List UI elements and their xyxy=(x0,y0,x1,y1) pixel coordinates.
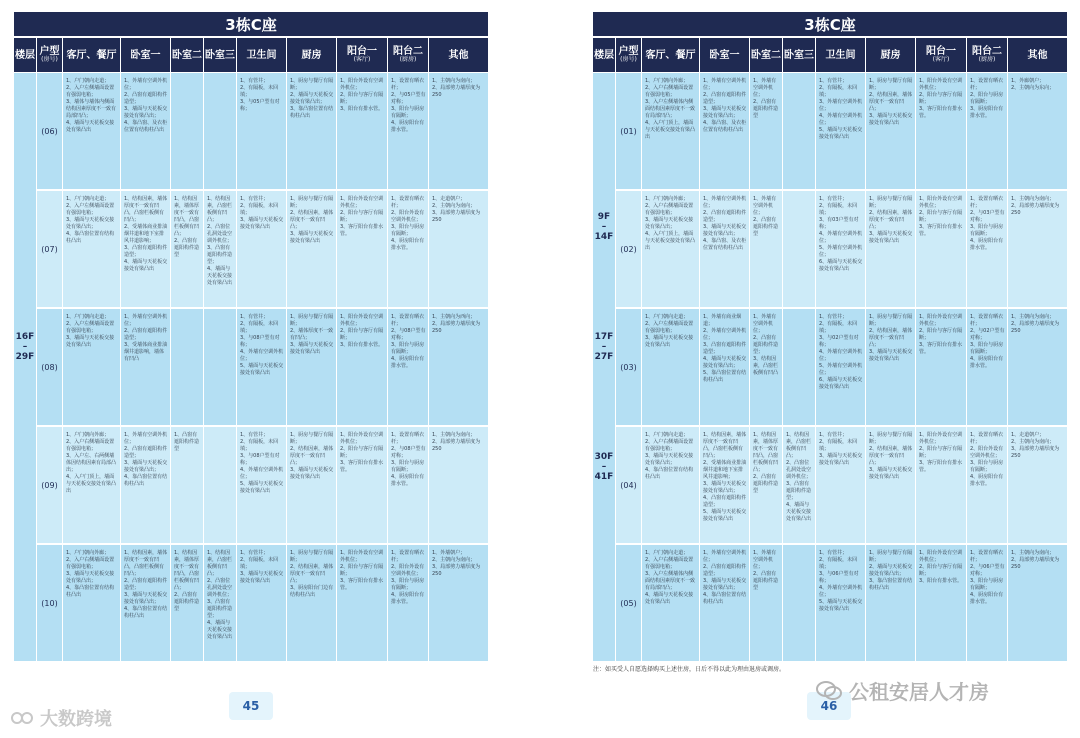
column-header-sublabel: (厨房) xyxy=(978,56,996,64)
table-cell: 1、户门朝向外廊； 2、入户右侧墙面设置有强弱电箱； 3、墙面与天花板交接处有梁凸出； 4、靠凸窗位置有结构柱凸出 xyxy=(62,545,120,661)
column-header xyxy=(593,38,615,72)
table-cell: 1、凸窗有遮阳构件造型 xyxy=(170,427,203,543)
table-cell: 1、户门朝向走道； 2、入户右侧墙面设置有强弱电箱； 3、墙面与天花板交接处有梁凸出； 4、靠凸窗位置有结构柱凸出 xyxy=(641,427,699,543)
column-header-label: 客厅、餐厅 xyxy=(66,49,117,61)
watermark-right xyxy=(815,676,989,705)
column-header xyxy=(36,38,62,72)
table-cell: 1、设置有晒衣杆； 2、与08户型有对称； 3、阳台与厨房有隔断； 4、厨房阳台有排水管。 xyxy=(387,309,428,425)
floor-range-label: 16F – 29F xyxy=(15,332,35,362)
watermark-left xyxy=(10,705,112,731)
table-cell: 1、设置有晒衣杆； 2、与08户型有对称； 3、阳台与厨房有隔断； 4、厨房阳台有排水管。 xyxy=(387,427,428,543)
column-header-label: 卫生间 xyxy=(825,49,856,61)
unit-number: (02) xyxy=(615,191,641,307)
watermark-text: 公租安居人才房 xyxy=(849,680,989,704)
unit-number: (04) xyxy=(615,427,641,543)
table-cell: 1、主朝向为南向； 2、局部剪力墙厚度为250 xyxy=(1007,309,1067,425)
floor-range-label: 9F – 14F xyxy=(594,212,614,242)
table-cell: 1、走道朝户； 2、主朝向为南向； 3、局部剪力墙厚度为250 xyxy=(1007,427,1067,543)
table-cell: 1、户门朝向走道； 2、入户左侧墙面设置有强弱电箱； 3、墙体与墙体内侧面结构因素厚度不一致有局部凹凸； 4、墙面与天花板交接处有梁凸出 xyxy=(62,73,120,189)
unit-number: (06) xyxy=(36,73,62,189)
unit-number: (10) xyxy=(36,545,62,661)
column-header xyxy=(966,38,1007,72)
column-header-sublabel: (厨房) xyxy=(399,56,417,64)
table-cell: 1、外墙有空调外机位； 2、凸窗有遮阳构件造型； 3、墙面与天花板交接处有梁凸出； 4、靠凸窗、及衣柜位置有结构柱凸出 xyxy=(120,73,170,189)
column-header xyxy=(387,38,428,72)
column-header-sublabel: (客厅) xyxy=(932,56,950,64)
table-cell: 1、外墙有空调外机位； 2、凸窗有遮阳构件造型； 3、结构因素，凸窗栏板侧有凹凸 xyxy=(749,309,782,425)
table-body xyxy=(14,73,488,661)
unit-number: (05) xyxy=(615,545,641,661)
table-cell: 1、户门朝向走道； 2、入户左侧墙面设置有强弱电箱； 3、墙面与天花板交接处有梁凸出； 4、靠凸窗位置有结构柱凸出 xyxy=(62,191,120,307)
table-cell: 1、有管井； 2、有隔板，未回填； 3、墙面与天花板交接处有梁凸出 xyxy=(236,191,286,307)
floor-range-label: 30F – 41F xyxy=(594,452,614,482)
column-header-label: 阳台一 xyxy=(347,46,377,58)
table-cell: 1、设置有晒衣杆； 2、与03户型有对称； 3、阳台与厨房有隔断； 4、厨房阳台有排水管。 xyxy=(966,191,1007,307)
table-cell: 1、厨房与餐厅有隔断； 2、墙面与天花板交接处有梁凸出； 3、靠凸窗位置有结构柱凸出 xyxy=(286,73,336,189)
table-row xyxy=(36,73,488,191)
column-header-label: 卧室三 xyxy=(784,49,814,61)
table-cell: 1、设置有晒衣杆； 2、与06户型有对称； 3、阳台与厨房有隔断； 4、厨房阳台有排水管。 xyxy=(966,545,1007,661)
column-header xyxy=(749,38,782,72)
table-cell: 1、外墙有空调外机位； 2、凸窗有遮阳构件造型； 3、墙面与天花板交接处有梁凸出； 4、靠凸窗位置有结构柱凸出 xyxy=(120,427,170,543)
unit-number: (03) xyxy=(615,309,641,425)
column-header xyxy=(915,38,966,72)
table-cell xyxy=(170,309,203,425)
column-header xyxy=(815,38,865,72)
table-cell: 1、结构因素，墙体厚度不一致有凹凸，凸窗栏板侧有凹凸； 2、受墙体商业排油烟井道和地下室排风井道影响； 3、凸窗有遮阳构件造型； 4、墙面与天花板交接处有梁凸出 xyxy=(120,191,170,307)
column-header xyxy=(203,38,236,72)
unit-number: (09) xyxy=(36,427,62,543)
column-header xyxy=(62,38,120,72)
right-page xyxy=(593,12,1067,662)
table-cell: 1、厨房与餐厅有隔断； 2、结构因素，墙体厚度不一致有凹凸； 3、墙面与天花板交接处有梁凸出 xyxy=(865,309,915,425)
unit-number: (01) xyxy=(615,73,641,189)
table-cell: 1、阳台外设有空调外机位； 2、阳台与客厅有隔断； 3、客厅阳台有排水管。 xyxy=(915,191,966,307)
column-header-label: 卫生间 xyxy=(246,49,277,61)
table-header xyxy=(593,38,1067,72)
column-header-label: 厨房 xyxy=(880,49,901,61)
page-number: 45 xyxy=(229,692,273,720)
table-body xyxy=(593,73,1067,661)
table-cell: 1、阳台外设有空调外机位； 2、阳台与客厅有隔断； 3、客厅阳台有排水管。 xyxy=(336,191,387,307)
column-header xyxy=(865,38,915,72)
table-header xyxy=(14,38,488,72)
table-cell: 1、阳台外设有空调外机位； 2、阳台与客厅有隔断； 3、阳台有排水管。 xyxy=(336,309,387,425)
table-cell: 1、结构因素，墙体厚度不一致有凹凸，凸窗栏板侧有凹凸； 2、凸窗有遮阳构件造型 xyxy=(170,191,203,307)
floor-column xyxy=(14,73,36,661)
table-cell: 1、阳台外设有空调外机位； 2、阳台与客厅有隔断； 3、阳台有排水管。 xyxy=(915,545,966,661)
column-header-label: 卧室二 xyxy=(172,49,202,61)
column-header-label: 阳台二 xyxy=(393,46,423,58)
table-cell xyxy=(170,73,203,189)
table-cell: 1、有管井； 2、有隔板，未回填； 3、与05户型有对称； xyxy=(236,73,286,189)
left-page xyxy=(14,12,488,662)
watermark-logo-icon xyxy=(10,708,36,728)
floor-column xyxy=(593,73,615,661)
watermark-text: 大数跨境 xyxy=(40,709,112,730)
table-row xyxy=(615,309,1067,427)
column-header xyxy=(699,38,749,72)
wechat-icon xyxy=(815,679,843,703)
floor-range-label: 17F – 27F xyxy=(594,332,614,362)
column-header-label: 卧室二 xyxy=(751,49,781,61)
unit-number: (07) xyxy=(36,191,62,307)
table-cell: 1、外墙有空调外机位； 2、凸窗有遮阳构件造型； 3、墙面与天花板交接处有梁凸出； 4、靠凸窗、及衣柜位置有结构柱凸出 xyxy=(699,191,749,307)
column-header xyxy=(120,38,170,72)
column-header-sublabel: (客厅) xyxy=(353,56,371,64)
page-number: 46 xyxy=(807,692,851,720)
table-cell: 1、外廊朝户； 2、主朝向为东向； xyxy=(1007,73,1067,189)
table-row xyxy=(615,191,1067,309)
column-header-label: 卧室一 xyxy=(709,49,740,61)
disclaimer-note: 注：如买受人自愿选择购买上述住房，日后不得以此为理由退房或调房。 xyxy=(593,666,786,673)
column-header-label: 楼层 xyxy=(594,49,614,61)
table-cell: 1、厨房与餐厅有隔断； 2、墙面与天花板交接处有梁凸出； 3、靠凸窗位置有结构柱凸出 xyxy=(865,545,915,661)
table-cell: 1、主朝向为南向； 2、局部剪力墙厚度为250 xyxy=(1007,191,1067,307)
building-title: 3栋C座 xyxy=(593,12,1067,36)
column-header-label: 客厅、餐厅 xyxy=(645,49,696,61)
table-cell: 1、户门朝向走道； 2、入户左侧墙面设置有强弱电箱； 3、墙面与天花板交接处有梁凸出 xyxy=(62,309,120,425)
table-row xyxy=(615,545,1067,661)
table-cell: 1、户门朝向外廊； 2、入户右侧墙面设置有强弱电箱； 3、入户左侧墙体内侧面结构因素厚度不一致有局部凹凸； 4、入户门顶上，墙面与天花板交接处有梁凸出 xyxy=(641,73,699,189)
table-cell: 1、外墙有空调外机位； 2、凸窗有遮阳构件造型 xyxy=(749,545,782,661)
column-header-label: 厨房 xyxy=(301,49,322,61)
column-header xyxy=(286,38,336,72)
table-cell: 1、有管井； 2、有隔板，未回填； 3、与06户型有对称； 4、外墙有空调外机位； 5、墙面与天花板交接处有梁凸出 xyxy=(815,545,865,661)
table-cell: 1、有管井； 2、有隔板，未回填； 3、墙面与天花板交接处有梁凸出 xyxy=(236,545,286,661)
table-cell: 1、外墙有空调外机位； 2、凸窗有遮阳构件造型； 3、墙面与天花板交接处有梁凸出； 4、靠凸窗位置有结构柱凸出 xyxy=(699,545,749,661)
column-header-label: 阳台一 xyxy=(926,46,956,58)
column-header-label: 卧室一 xyxy=(130,49,161,61)
table-cell: 1、户门朝向外廊； 2、入户右侧墙面设置有强弱电箱； 3、墙面与天花板交接处有梁凸出； 4、入户门顶上，墙面与天花板交接处有梁凸出 xyxy=(641,191,699,307)
table-cell: 1、主朝向为南向； 2、局部剪力墙厚度为250 xyxy=(428,427,488,543)
table-cell: 1、主朝向为西向； 2、局部剪力墙厚度为250 xyxy=(428,309,488,425)
column-header xyxy=(641,38,699,72)
column-header xyxy=(14,38,36,72)
table-cell: 1、结构因素，凸窗栏板侧有凹凸； 2、凸窗位孔洞处设空调外机位； 3、凸窗有遮阳构件造型； 4、墙面与天花板交接处有梁凸出 xyxy=(782,427,815,543)
column-header xyxy=(170,38,203,72)
table-cell: 1、阳台外设有空调外机位； 2、阳台与客厅有隔断； 3、客厅阳台有排水管。 xyxy=(336,545,387,661)
table-cell: 1、外墙有空调外机位； 2、凸窗有遮阳构件造型 xyxy=(749,73,782,189)
table-cell: 1、厨房与餐厅有隔断； 2、墙体厚度不一致有凹凸； 3、墙面与天花板交接处有梁凸出 xyxy=(286,309,336,425)
table-cell xyxy=(203,427,236,543)
column-header-sublabel: (房号) xyxy=(41,56,58,64)
table-cell: 1、户门朝向走道； 2、入户左侧墙面设置有强弱电箱； 3、墙面与天花板交接处有梁凸出 xyxy=(641,309,699,425)
table-row xyxy=(615,73,1067,191)
table-cell: 1、结构因素，墙体厚度不一致有凹凸，凸窗栏板侧有凹凸； 2、凸窗有遮阳构件造型； 3、墙面与天花板交接处有梁凸出； 4、靠凸窗位置有结构柱凸出 xyxy=(120,545,170,661)
table-cell: 1、阳台外设有空调外机位； 2、阳台与客厅有隔断； 3、客厅阳台有排水管。 xyxy=(336,427,387,543)
table-cell xyxy=(782,73,815,189)
column-header xyxy=(1007,38,1067,72)
column-header xyxy=(615,38,641,72)
table-cell xyxy=(782,191,815,307)
table-cell: 1、厨房与餐厅有隔断； 2、结构因素，墙体厚度不一致有凹凸； 3、墙面与天花板交接处有梁凸出 xyxy=(865,73,915,189)
table-cell: 1、外墙有空调外机位； 2、凸窗有遮阳构件造型； 3、墙面与天花板交接处有梁凸出； 4、靠凸窗、及衣柜位置有结构柱凸出 xyxy=(699,73,749,189)
table-row xyxy=(36,545,488,661)
table-cell: 1、户门朝向外廊； 2、入户右侧墙面设置有强弱电箱； 3、入户左、右两侧墙体因结构因素有局部凸出； 4、入户门顶上，墙面与天花板交接处有梁凸出 xyxy=(62,427,120,543)
table-cell: 1、有管井； 2、有隔板，未回填； 3、与02户型有对称； 4、外墙有空调外机位； 5、外墙有空调外机位； 6、墙面与天花板交接处有梁凸出 xyxy=(815,309,865,425)
table-cell: 1、设置有晒衣杆； 2、与02户型有对称； 3、阳台与厨房有隔断； 4、厨房阳台有排水管。 xyxy=(966,309,1007,425)
table-cell: 1、有管井； 2、有隔板，未回填； 3、有03户型有对称； 4、外墙有空调外机位； 5、外墙有空调外机位； 6、墙面与天花板交接处有梁凸出 xyxy=(815,191,865,307)
table-row xyxy=(36,309,488,427)
unit-rows xyxy=(615,73,1067,661)
table-cell: 1、阳台外设有空调外机位； 2、阳台与客厅有隔断； 3、客厅阳台有排水管。 xyxy=(915,309,966,425)
column-header-label: 户型 xyxy=(39,46,60,58)
column-header xyxy=(336,38,387,72)
table-cell: 1、厨房与餐厅有隔断； 2、结构因素，墙体厚度不一致有凹凸； 3、墙面与天花板交接处有梁凸出 xyxy=(865,191,915,307)
table-cell: 1、主朝向为南向； 2、局部剪力墙厚度为250 xyxy=(1007,545,1067,661)
column-header xyxy=(782,38,815,72)
table-cell: 1、走道朝户； 2、主朝向为南向； 3、局部剪力墙厚度为250 xyxy=(428,191,488,307)
table-cell: 1、户门朝向走道； 2、入户右侧墙面设置有强弱电箱； 3、入户左侧墙体内侧面结构因素厚度不一致有局部凹凸； 4、墙面与天花板交接处有梁凸出 xyxy=(641,545,699,661)
column-header-label: 阳台二 xyxy=(972,46,1002,58)
unit-number: (08) xyxy=(36,309,62,425)
column-header xyxy=(428,38,488,72)
table-cell: 1、结构因素，凸窗栏板侧有凹凸； 2、凸窗位孔洞处设空调外机位； 3、凸窗有遮阳构件造型； 4、墙面与天花板交接处有梁凸出 xyxy=(203,545,236,661)
table-cell: 1、厨房与餐厅有隔断； 2、结构因素，墙体厚度不一致有凹凸； 3、墙面与天花板交接处有梁凸出 xyxy=(286,191,336,307)
column-header-label: 其他 xyxy=(1027,49,1048,61)
table-cell: 1、结构因素，墙体厚度不一致有凹凸，凸窗栏板侧有凹凸； 2、凸窗有遮阳构件造型 xyxy=(749,427,782,543)
column-header-label: 楼层 xyxy=(15,49,35,61)
table-cell xyxy=(203,73,236,189)
table-cell: 1、厨房与餐厅有隔断； 2、结构因素，墙体厚度不一致有凹凸； 3、墙面与天花板交接处有梁凸出 xyxy=(286,427,336,543)
table-cell: 1、有管井； 2、有隔板，未回填； 3、外墙有空调外机位； 4、外墙有空调外机位； 5、墙面与天花板交接处有梁凸出 xyxy=(815,73,865,189)
table-cell: 1、阳台外设有空调外机位； 2、阳台与客厅有隔断； 3、阳台有排水管。 xyxy=(336,73,387,189)
table-cell: 1、结构因素，墙体厚度不一致有凹凸，凸窗栏板侧有凹凸； 2、受墙体商业排油烟井道和地下室排风井道影响； 3、墙面与天花板交接处有梁凸出； 4、凸窗有遮阳构件造型； 5、墙面与天花板交接处有梁凸出 xyxy=(699,427,749,543)
table-cell: 1、外墙朝户； 2、主朝向为南向； 3、局部剪力墙厚度为250 xyxy=(428,545,488,661)
table-cell: 1、有管井； 2、有隔板，未回填； 3、墙面与天花板交接处有梁凸出 xyxy=(815,427,865,543)
table-cell: 1、设置有晒衣杆； 2、阳台与厨房有隔断； 3、厨房阳台有排水管。 xyxy=(966,73,1007,189)
table-row xyxy=(615,427,1067,545)
table-cell xyxy=(782,545,815,661)
column-header xyxy=(236,38,286,72)
column-header-label: 卧室三 xyxy=(205,49,235,61)
table-cell: 1、有管井； 2、有隔板，未回填； 3、与08户型有对称； 4、外墙有空调外机位； 5、墙面与天花板交接处有梁凸出 xyxy=(236,427,286,543)
column-header-label: 其他 xyxy=(448,49,469,61)
table-row xyxy=(36,191,488,309)
table-cell xyxy=(782,309,815,425)
table-cell: 1、设置有晒衣杆； 2、阳台外设有空调外机位； 3、阳台与厨房有隔断； 4、厨房阳台有排水管。 xyxy=(966,427,1007,543)
table-cell: 1、结构因素，凸窗栏板侧有凹凸； 2、凸窗位孔洞处设空调外机位； 3、凸窗有遮阳构件造型； 4、墙面与天花板交接处有梁凸出 xyxy=(203,191,236,307)
unit-rows xyxy=(36,73,488,661)
table-cell: 1、设置有晒衣杆； 2、阳台外设有空调外机位； 3、阳台与厨房有隔断； 4、厨房阳台有排水管。 xyxy=(387,545,428,661)
table-cell: 1、主朝向为南向； 2、局部剪力墙厚度为250 xyxy=(428,73,488,189)
table-cell: 1、外墙有商业烟道； 2、外墙有空调外机位； 3、凸窗有遮阳构件造型； 4、墙面与天花板交接处有梁凸出； 5、靠凸窗位置有结构柱凸出 xyxy=(699,309,749,425)
table-cell xyxy=(203,309,236,425)
table-cell: 1、阳台外设有空调外机位； 2、阳台与客厅有隔断； 3、客厅阳台有排水管。 xyxy=(915,427,966,543)
table-cell: 1、设置有晒衣杆； 2、阳台外设有空调外机位； 3、阳台与厨房有隔断； 4、厨房阳台有排水管。 xyxy=(387,191,428,307)
table-cell: 1、设置有晒衣杆； 2、与05户型有对称； 3、阳台与厨房有隔断； 4、厨房阳台有排水管。 xyxy=(387,73,428,189)
table-cell: 1、结构因素，墙体厚度不一致有凹凸，凸窗栏板侧有凹凸； 2、凸窗有遮阳构件造型 xyxy=(170,545,203,661)
table-cell: 1、阳台外设有空调外机位； 2、阳台与客厅有隔断； 3、客厅阳台有排水管。 xyxy=(915,73,966,189)
table-cell: 1、有管井； 2、有隔板，未回填； 3、与08户型有对称； 4、外墙有空调外机位； 5、墙面与天花板交接处有梁凸出 xyxy=(236,309,286,425)
table-row xyxy=(36,427,488,545)
table-cell: 1、外墙有空调外机位； 2、凸窗有遮阳构件造型； 3、受墙体商业排油烟井道影响，墙体有凹凸 xyxy=(120,309,170,425)
table-cell: 1、厨房与餐厅有隔断； 2、结构因素，墙体厚度不一致有凹凸； 3、墙面与天花板交接处有梁凸出 xyxy=(865,427,915,543)
table-cell: 1、外墙有空调外机位； 2、凸窗有遮阳构件造型 xyxy=(749,191,782,307)
building-title: 3栋C座 xyxy=(14,12,488,36)
column-header-sublabel: (房号) xyxy=(620,56,637,64)
column-header-label: 户型 xyxy=(618,46,639,58)
table-cell: 1、厨房与餐厅有隔断； 2、结构因素，墙体厚度不一致有凹凸； 3、厨房阳台门边有结构柱凸出 xyxy=(286,545,336,661)
